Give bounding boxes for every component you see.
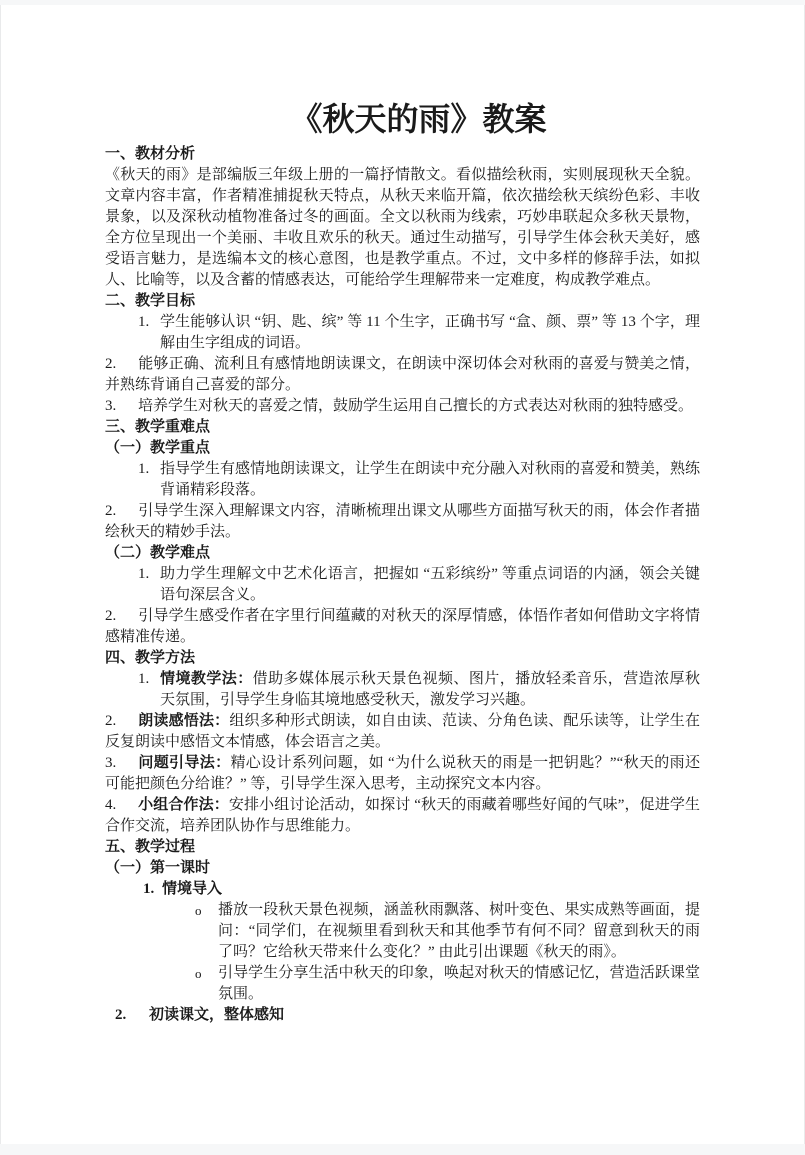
text-run: 借助多媒体展示秋天景色视频、图片，播放轻柔音乐，营造浓厚秋天氛围，引导学生身临其境地感受秋天，激发学习兴趣。: [160, 671, 700, 708]
text-run: 初读课文，整体感知: [149, 1007, 285, 1023]
list-item: [105, 669, 700, 711]
text-run: 《秋天的雨》是部编版三年级上册的一篇抒情散文。看似描绘秋雨，实则展现秋天全貌。文章内容丰富，作者精准捕捉秋天特点，从秋天来临开篇，依次描绘秋天缤纷色彩、丰收景象，以及深秋动植物准备过冬的画面。全文以秋雨为线索，巧妙串联起众多秋天景物，全方位呈现出一个美丽、丰收且欢乐的秋天。通过生动描写，引导学生体会秋天美好，感受语言魅力，是选编本文的核心意图，也是教学重点。不过，文中多样的修辞手法，如拟人、比喻等，以及含蓄的情感表达，可能给学生理解带来一定难度，构成教学难点。: [105, 167, 700, 288]
list-number: 1.: [138, 461, 150, 477]
list-item: [105, 795, 700, 837]
list-number: 2.: [105, 503, 117, 519]
text-run: 情境教学法：: [160, 671, 253, 687]
list-number: 1.: [138, 671, 150, 687]
bullet-icon: o: [195, 966, 202, 981]
list-number: 3.: [105, 755, 117, 771]
text-run: 组织多种形式朗读，如自由读、范读、分角色读、配乐读等，让学生在反复朗读中感悟文本情感，体会语言之美。: [105, 713, 700, 750]
section-heading: [105, 417, 700, 438]
text-run: 安排小组讨论活动，如探讨 “秋天的雨藏着哪些好闻的气味”，促进学生合作交流，培养团队协作与思维能力。: [105, 797, 700, 834]
list-number: 4.: [105, 797, 117, 813]
list-number: 2.: [105, 356, 117, 372]
list-number: 1.: [138, 314, 150, 330]
document-body: [105, 144, 700, 1026]
text-run: 朗读感悟法：: [138, 713, 230, 729]
bullet-icon: o: [195, 903, 202, 918]
text-run: 指导学生有感情地朗读课文，让学生在朗读中充分融入对秋雨的喜爱和赞美，熟练背诵精彩段落。: [160, 461, 701, 498]
list-item: [105, 354, 700, 396]
list-number: 2.: [105, 713, 117, 729]
text-run: 精心设计系列问题，如 “为什么说秋天的雨是一把钥匙？”“秋天的雨还可能把颜色分给谁？” 等，引导学生深入思考，主动探究文本内容。: [105, 755, 700, 792]
text-run: 培养学生对秋天的喜爱之情，鼓励学生运用自己擅长的方式表达对秋雨的独特感受。: [138, 398, 694, 414]
list-item: [105, 501, 700, 543]
document-title: 《秋天的雨》教案: [290, 101, 547, 137]
list-number: 1.: [143, 881, 155, 897]
list-number: 1.: [138, 566, 150, 582]
text-run: 引导学生深入理解课文内容，清晰梳理出课文从哪些方面描写秋天的雨，体会作者描绘秋天的精妙手法。: [105, 503, 700, 540]
list-item: [105, 396, 700, 417]
text-run: 三、教学重难点: [105, 419, 211, 435]
text-run: 二、教学目标: [105, 293, 196, 309]
list-item: [105, 564, 700, 606]
text-run: （二）教学难点: [105, 545, 211, 561]
list-item: [105, 459, 700, 501]
text-run: 问题引导法：: [138, 755, 231, 771]
text-run: 五、教学过程: [105, 839, 196, 855]
section-heading: [105, 144, 700, 165]
text-run: （一）第一课时: [105, 860, 211, 876]
section-heading: [105, 648, 700, 669]
section-heading: [105, 858, 700, 879]
list-number: 2.: [115, 1007, 127, 1023]
list-item: [105, 606, 700, 648]
text-run: 四、教学方法: [105, 650, 196, 666]
list-number: 2.: [105, 608, 117, 624]
list-number: 3.: [105, 398, 117, 414]
paragraph: [105, 165, 700, 291]
text-run: 学生能够认识 “钥、匙、缤” 等 11 个生字，正确书写 “盒、颜、票” 等 13 个字，理解由生字组成的词语。: [160, 314, 700, 351]
text-run: 一、教材分析: [105, 146, 196, 162]
text-run: （一）教学重点: [105, 440, 211, 456]
text-run: 情境导入: [162, 881, 223, 897]
bullet-item: [105, 900, 700, 963]
text-run: 小组合作法：: [138, 797, 229, 813]
text-run: 引导学生感受作者在字里行间蕴藏的对秋天的深厚情感，体悟作者如何借助文字将情感精准传递。: [105, 608, 700, 645]
list-item: [105, 711, 700, 753]
document-page: [0, 5, 805, 1144]
section-heading: [105, 543, 700, 564]
text-run: 播放一段秋天景色视频，涵盖秋雨飘落、树叶变色、果实成熟等画面，提问：“同学们，在视频里看到秋天和其他季节有何不同？留意到秋天的雨了吗？它给秋天带来什么变化？” 由此引出课题《秋天的雨》。: [218, 902, 700, 960]
text-run: 助力学生理解文中艺术化语言，把握如 “五彩缤纷” 等重点词语的内涵，领会关键语句深层含义。: [160, 566, 700, 603]
list-item: [105, 753, 700, 795]
text-run: 引导学生分享生活中秋天的印象，唤起对秋天的情感记忆，营造活跃课堂氛围。: [218, 965, 700, 1002]
text-run: 能够正确、流利且有感情地朗读课文，在朗读中深切体会对秋雨的喜爱与赞美之情，并熟练背诵自己喜爱的部分。: [105, 356, 700, 393]
list-item: [105, 879, 700, 900]
list-item: [105, 1005, 700, 1026]
list-item: [105, 312, 700, 354]
section-heading: [105, 438, 700, 459]
section-heading: [105, 291, 700, 312]
section-heading: [105, 837, 700, 858]
bullet-item: [105, 963, 700, 1005]
